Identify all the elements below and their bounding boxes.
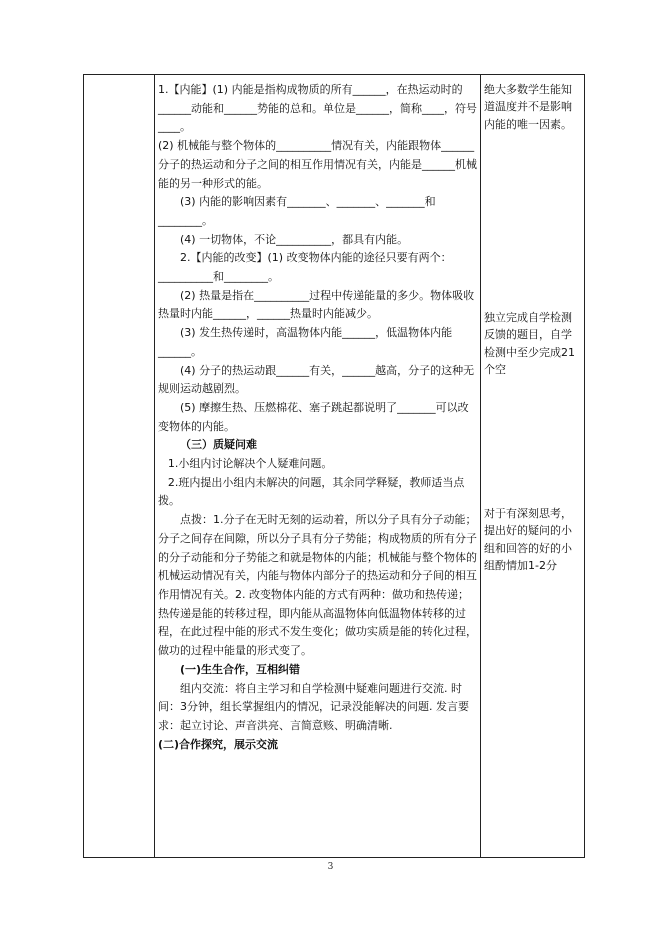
- section-heading-cooperation: (一)生生合作，互相纠错: [180, 662, 301, 676]
- friction-example: (5) 摩擦生热、压燃棉花、塞子跳起都说明了_______可以改变物体的内能。: [158, 400, 469, 433]
- thermal-motion: (4) 分子的热运动跟______有关，______越高，分子的这种无规则运动越剧烈。: [158, 363, 475, 396]
- mechanical-vs-internal: (2) 机械能与整个物体的__________情况有关，内能跟物体______分子的热运动和分子之间的相互作用情况有关，内能是______机械能的另一种形式的能。: [158, 139, 477, 190]
- teacher-guidance: 点拨：1.分子在无时无刻的运动着，所以分子具有分子动能；分子之间存在间隙，所以分子具有分子势能；构成物质的所有分子的分子动能和分子势能之和就是物体的内能；机械能与整个物体的机械运动情况有关，内能与物体内部分子的热运动和分子间的相互作用情况有关。2. 改变物体内能的方式有两种：做功和热传递；热传递是能的转移过程，即内能从高温物体向低温物体转移的过程，在此过程中能的形式不发生变化；做功实质是能的转化过程，做功的过程中能量的形式变了。: [158, 513, 477, 658]
- column-divider-right: [480, 75, 481, 857]
- lesson-table: [83, 74, 585, 858]
- step-group-discussion: 1.小组内讨论解决个人疑难问题。: [167, 457, 333, 471]
- main-content: [158, 81, 478, 754]
- section-heading-questions: （三）质疑问难: [180, 438, 257, 452]
- internal-energy-definition: 1.【内能】(1) 内能是指构成物质的所有______，在热运动时的______动能和______势能的总和。单位是______，简称____，符号____。: [158, 83, 477, 134]
- heat-definition: (2) 热量是指在__________过程中传递能量的多少。物体吸收热量时内能______，______热量时内能减少。: [158, 288, 475, 321]
- side-note-1: 绝大多数学生能知道温度并不是影响内能的唯一因素。: [484, 83, 572, 131]
- page-number: 3: [327, 862, 334, 872]
- group-exchange: 组内交流：将自主学习和自学检测中疑难问题进行交流. 时间：3分钟，组长掌握组内的情况，记录没能解决的问题. 发言要求：起立讨论、声音洪亮、言简意赅、明确清晰.: [158, 681, 469, 732]
- step-class-questions: 2.班内提出小组内未解决的问题，其余同学释疑，教师适当点拨。: [158, 475, 465, 508]
- column-divider-left: [154, 75, 155, 857]
- all-objects-have-energy: (4) 一切物体，不论__________，都具有内能。: [180, 232, 409, 246]
- side-note-3: 对于有深刻思考，提出好的疑问的小组和回答的好的小组酌情加1-2分: [484, 507, 572, 573]
- changing-internal-energy: 2.【内能的改变】(1) 改变物体内能的途径只要有两个：__________和________。: [158, 251, 452, 284]
- influencing-factors: (3) 内能的影响因素有_______、_______、_______和________。: [158, 195, 436, 227]
- heat-transfer: (3) 发生热传递时，高温物体内能______，低温物体内能______。: [158, 326, 453, 358]
- section-heading-inquiry: (二)合作探究，展示交流: [158, 737, 279, 751]
- side-note-2: 独立完成自学检测反馈的题目，自学检测中至少完成21个空: [484, 311, 575, 377]
